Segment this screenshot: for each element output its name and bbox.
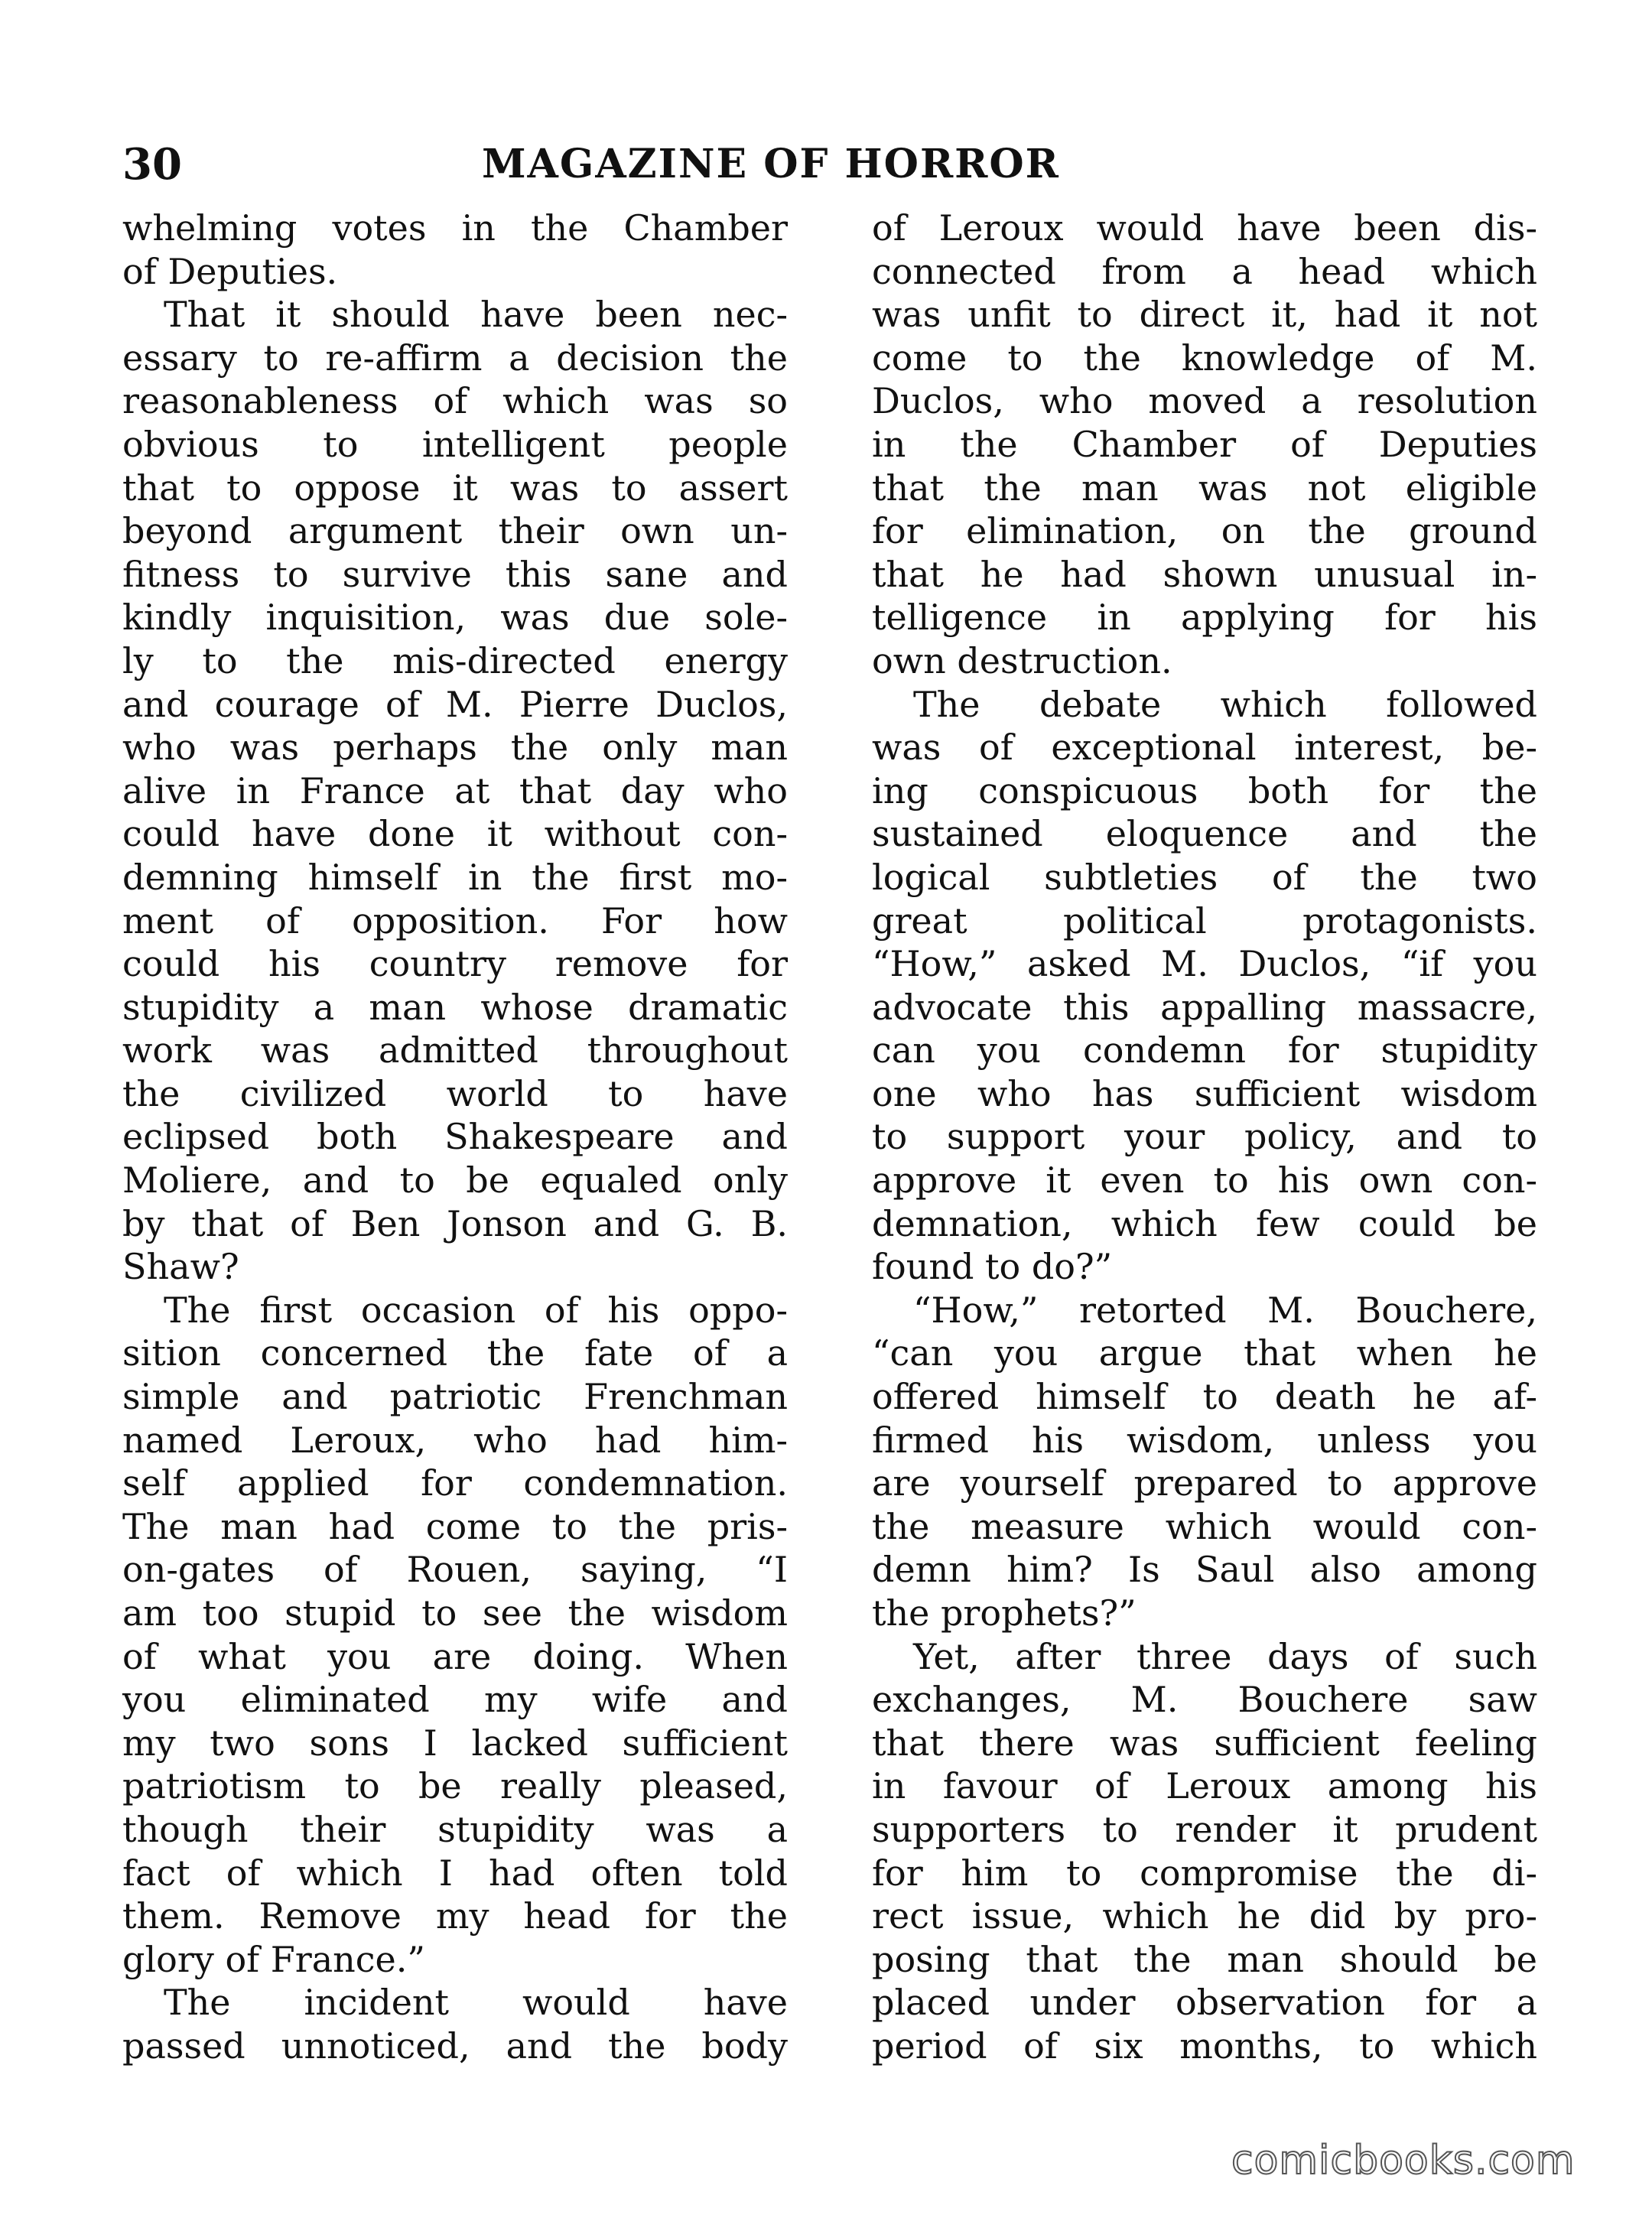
text-line: come to the knowledge of M.: [872, 337, 1537, 379]
text-line: was of exceptional interest, be-: [872, 727, 1537, 769]
text-line: named Leroux, who had him-: [122, 1419, 788, 1461]
text-line: whelming votes in the Chamber: [122, 207, 788, 249]
text-line: for elimination, on the ground: [872, 510, 1537, 552]
text-line: fitness to survive this sane and: [122, 553, 788, 595]
text-line: Shaw?: [122, 1246, 239, 1288]
text-line: fact of which I had often told: [122, 1852, 788, 1894]
text-line: ly to the mis-directed energy: [122, 639, 788, 681]
text-line: that he had shown unusual in-: [872, 553, 1537, 595]
text-line: logical subtleties of the two: [872, 856, 1537, 898]
text-line: to support your policy, and to: [872, 1116, 1537, 1158]
text-line: obvious to intelligent people: [122, 423, 788, 465]
text-line: Yet, after three days of such: [913, 1635, 1537, 1677]
text-line: placed under observation for a: [872, 1982, 1537, 2024]
text-line: ment of opposition. For how: [122, 899, 788, 942]
text-line: the prophets?”: [872, 1592, 1137, 1634]
text-line: found to do?”: [872, 1246, 1113, 1288]
text-line: connected from a head which: [872, 250, 1537, 292]
text-line: The man had come to the pris-: [122, 1505, 788, 1547]
text-line: patriotism to be really pleased,: [122, 1765, 788, 1807]
text-line: in favour of Leroux among his: [872, 1765, 1537, 1807]
text-line: firmed his wisdom, unless you: [872, 1419, 1537, 1461]
page-header: [122, 134, 1545, 195]
text-line: can you condemn for stupidity: [872, 1029, 1537, 1072]
text-line: period of six months, to which: [872, 2024, 1537, 2067]
text-line: supporters to render it prudent: [872, 1808, 1537, 1850]
text-line: alive in France at that day who: [122, 769, 788, 811]
text-line: are yourself prepared to approve: [872, 1462, 1537, 1504]
text-line: of Leroux would have been dis-: [872, 207, 1537, 249]
text-line: essary to re-affirm a decision the: [122, 337, 788, 379]
text-line: that the man was not eligible: [872, 467, 1537, 509]
text-line: eclipsed both Shakespeare and: [122, 1116, 788, 1158]
text-line: one who has sufficient wisdom: [872, 1072, 1537, 1114]
text-line: posing that the man should be: [872, 1938, 1537, 1980]
text-line: glory of France.”: [122, 1938, 425, 1980]
text-line: kindly inquisition, was due sole-: [122, 597, 788, 639]
text-line: demnation, which few could be: [872, 1202, 1537, 1244]
text-line: telligence in applying for his: [872, 597, 1537, 639]
text-line: of what you are doing. When: [122, 1635, 788, 1677]
text-line: offered himself to death he af-: [872, 1376, 1537, 1418]
text-column-right: [872, 207, 1537, 2068]
text-line: demning himself in the first mo-: [122, 856, 788, 898]
text-line: sition concerned the fate of a: [122, 1332, 788, 1374]
text-line: reasonableness of which was so: [122, 380, 788, 422]
text-line: work was admitted throughout: [122, 1029, 788, 1072]
text-line: the civilized world to have: [122, 1072, 788, 1114]
text-line: of Deputies.: [122, 250, 338, 292]
text-line: self applied for condemnation.: [122, 1462, 788, 1504]
text-line: the measure which would con-: [872, 1505, 1537, 1547]
text-line: beyond argument their own un-: [122, 510, 788, 552]
text-line: could his country remove for: [122, 943, 788, 985]
text-line: The incident would have: [164, 1982, 788, 2024]
text-line: “How,” retorted M. Bouchere,: [913, 1289, 1537, 1331]
text-line: demn him? Is Saul also among: [872, 1549, 1537, 1591]
page-number: 30: [122, 139, 182, 190]
text-line: sustained eloquence and the: [872, 813, 1537, 855]
text-line: “How,” asked M. Duclos, “if you: [872, 943, 1537, 985]
text-line: “can you argue that when he: [872, 1332, 1537, 1374]
text-line: that to oppose it was to assert: [122, 467, 788, 509]
text-column-left: [122, 207, 788, 2068]
text-line: The first occasion of his oppo-: [164, 1289, 788, 1331]
text-line: was unfit to direct it, had it not: [872, 294, 1537, 336]
watermark-logo: comicbooks.com: [1231, 2138, 1576, 2184]
running-title: MAGAZINE OF HORROR: [482, 141, 1060, 187]
text-line: The debate which followed: [913, 683, 1537, 725]
text-line: approve it even to his own con-: [872, 1159, 1537, 1202]
text-line: on-gates of Rouen, saying, “I: [122, 1549, 788, 1591]
text-line: That it should have been nec-: [164, 294, 788, 336]
text-line: Moliere, and to be equaled only: [122, 1159, 788, 1202]
text-line: my two sons I lacked sufficient: [122, 1722, 788, 1764]
text-line: could have done it without con-: [122, 813, 788, 855]
text-line: by that of Ben Jonson and G. B.: [122, 1202, 788, 1244]
text-line: exchanges, M. Bouchere saw: [872, 1679, 1537, 1721]
text-line: though their stupidity was a: [122, 1808, 788, 1850]
text-line: Duclos, who moved a resolution: [872, 380, 1537, 422]
text-line: them. Remove my head for the: [122, 1895, 788, 1937]
text-line: am too stupid to see the wisdom: [122, 1592, 788, 1634]
text-line: own destruction.: [872, 639, 1172, 681]
text-line: great political protagonists.: [872, 899, 1537, 942]
text-line: that there was sufficient feeling: [872, 1722, 1537, 1764]
text-line: advocate this appalling massacre,: [872, 986, 1537, 1028]
text-line: stupidity a man whose dramatic: [122, 986, 788, 1028]
text-line: for him to compromise the di-: [872, 1852, 1537, 1894]
text-line: simple and patriotic Frenchman: [122, 1376, 788, 1418]
text-line: in the Chamber of Deputies: [872, 423, 1537, 465]
text-line: ing conspicuous both for the: [872, 769, 1537, 811]
text-line: and courage of M. Pierre Duclos,: [122, 683, 788, 725]
text-line: rect issue, which he did by pro-: [872, 1895, 1537, 1937]
text-line: passed unnoticed, and the body: [122, 2024, 788, 2067]
text-line: who was perhaps the only man: [122, 727, 788, 769]
text-line: you eliminated my wife and: [122, 1679, 788, 1721]
